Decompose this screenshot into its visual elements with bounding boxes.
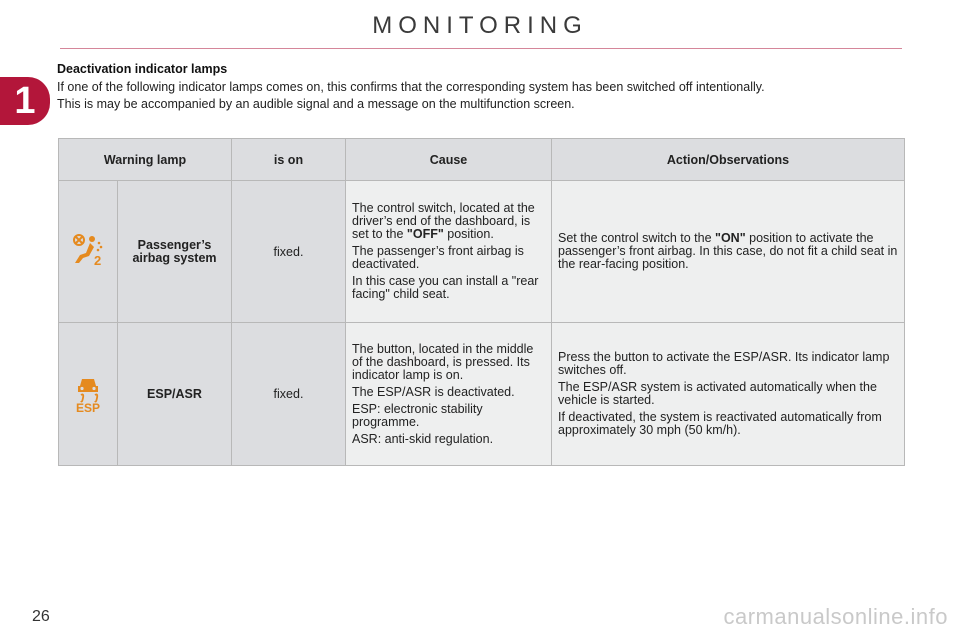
header-warning-lamp: Warning lamp (59, 139, 232, 181)
cause-line: The button, located in the middle of the dashboard, is pressed. Its indicator lamp is on. (352, 341, 534, 382)
lamp-name: Passenger’s airbag system (118, 181, 232, 323)
cause-line: ESP: electronic stability programme. (352, 401, 483, 429)
table-header-row (59, 139, 905, 181)
action-line: Press the button to activate the ESP/ASR. Its indicator lamp switches off. (558, 350, 890, 377)
lamp-is-on: fixed. (232, 181, 346, 323)
lamp-name: ESP/ASR (118, 323, 232, 466)
svg-text:2: 2 (94, 253, 102, 267)
intro-text (57, 79, 917, 113)
action-line: If deactivated, the system is reactivated automatically from approximately 30 mph (50 km/h). (558, 410, 882, 437)
table-row (59, 323, 905, 466)
action-line: The ESP/ASR system is activated automatically when the vehicle is started. (558, 380, 877, 407)
cause-line: In this case you can install a "rear facing" child seat. (352, 274, 539, 301)
watermark: carmanualsonline.info (723, 604, 948, 629)
passenger-airbag-off-icon (70, 233, 106, 267)
lamp-is-on: fixed. (232, 323, 346, 466)
table-row (59, 181, 905, 323)
intro-paragraph-2: This is may be accompanied by an audible signal and a message on the multifunction screen. (57, 97, 575, 111)
page-title: MONITORING (372, 12, 588, 39)
lamp-cause (346, 181, 552, 323)
cause-line: The ESP/ASR is deactivated. (352, 384, 515, 399)
page-number: 26 (32, 608, 50, 625)
intro-paragraph-1: If one of the following indicator lamps comes on, this confirms that the corresponding system has been switched off intentionally. (57, 80, 765, 94)
esp-off-icon (71, 373, 105, 413)
svg-text:ESP: ESP (75, 400, 101, 413)
cause-line: The passenger’s front airbag is deactivated. (352, 244, 524, 271)
cause-line: ASR: anti-skid regulation. (352, 431, 494, 446)
lamp-icon-cell (59, 181, 118, 323)
lamp-icon-cell (59, 323, 118, 466)
section-heading: Deactivation indicator lamps (57, 62, 228, 76)
header-action: Action/Observations (552, 139, 905, 181)
lamp-cause (346, 323, 552, 466)
title-divider (60, 48, 902, 49)
lamp-action (552, 323, 905, 466)
action-line: Set the control switch to the "ON" position to activate the passenger’s front airbag. In this case, do not fit a child seat in the rear-facing position. (558, 231, 898, 271)
indicator-lamps-table (58, 138, 905, 466)
chapter-tab: 1 (0, 77, 50, 125)
header-cause: Cause (346, 139, 552, 181)
header-is-on: is on (232, 139, 346, 181)
cause-line: The control switch, located at the driver’s end of the dashboard, is set to the "OFF" position. (352, 201, 535, 241)
lamp-action (552, 181, 905, 323)
